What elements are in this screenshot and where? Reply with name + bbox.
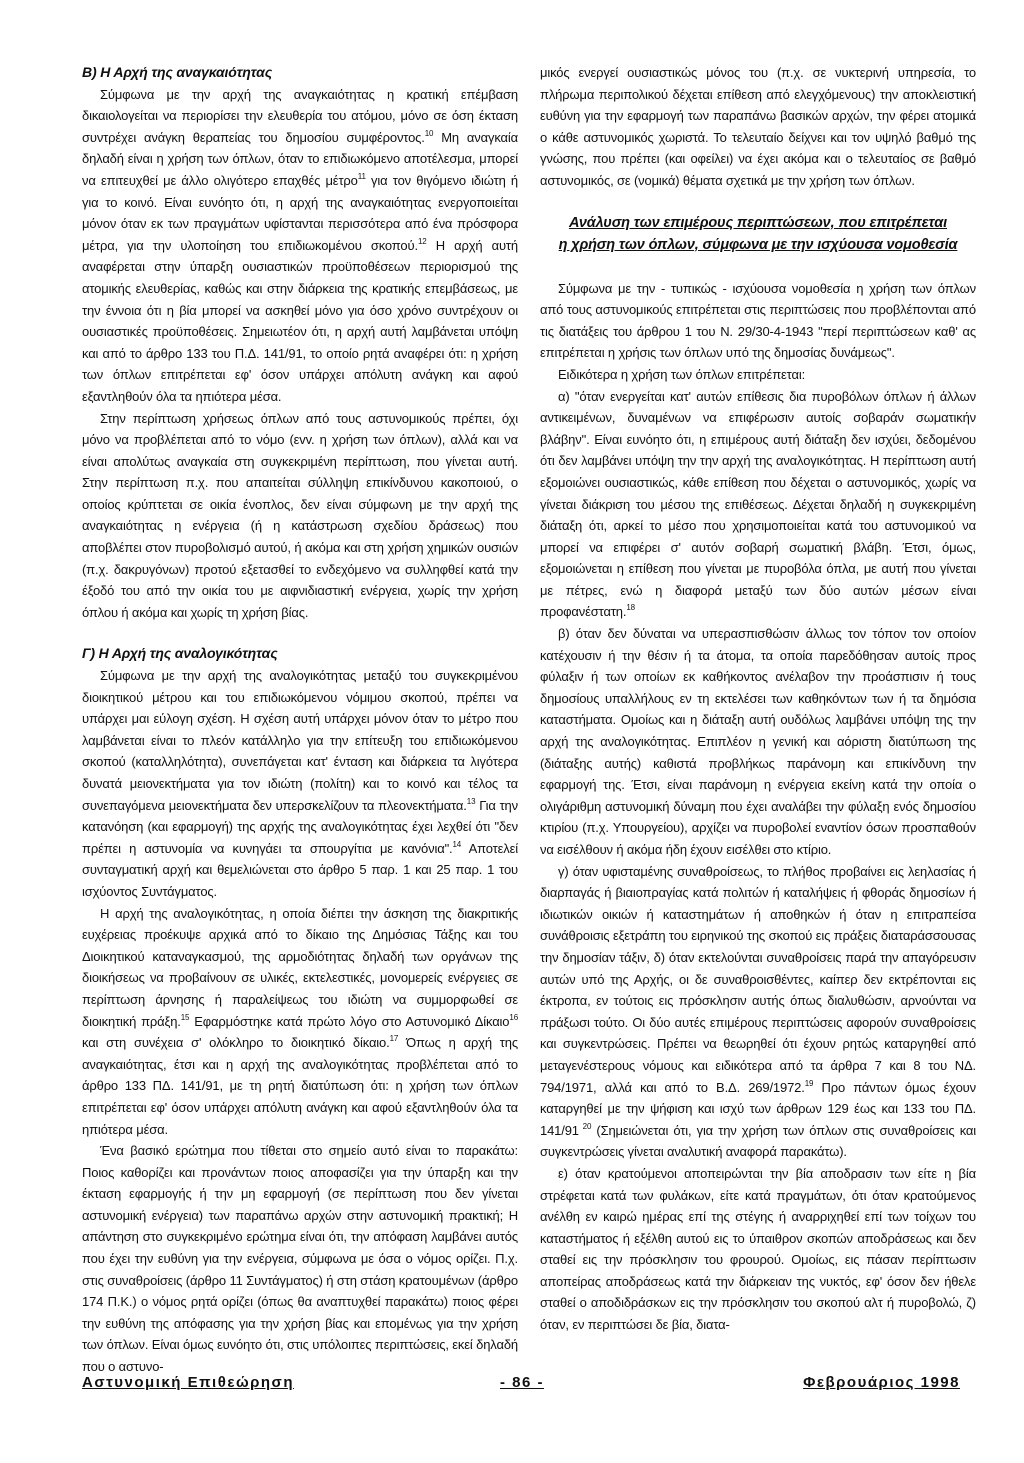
text-run: Η αρχή της αναλογικότητας, η οποία διέπει την άσκηση της διακριτικής ευχέρειας προέκυψε αρχικά από το δίκαιο της Δημόσιας Τάξης και του Διοικητικού καταναγκασμού, της αρμοδιότητας δηλαδή των οργάνων της διοικήσεως να προβαίνουν σε υλικές, εκτελεστικές, μονομερείς ενέργειες σε περίπτωση άρνησης ή παραλείψεως του ιδιώτη να συμμορφωθεί σε διοικητική πράξη. <box>82 905 518 1029</box>
paragraph: ε) όταν κρατούμενοι αποπειρώνται την βία αποδρασιν των είτε η βία στρέφεται κατά των φυλάκων, είτε κατά πραγμάτων, ότι όταν κρατούμενος ανέλθη εν καιρώ ημέρας επί της στέγης ή αναρριχηθεί επί των τοίχων του καταστήματος ή εξέλθη αυτού εις το ύπαιθρον σκοπών αποδράσεως και δεν σταθεί εις την πρόσκλησιν του φρουρού. Ομοίως, εις πάσαν περίπτωσιν αποπείρας αποδράσεως κατά την διάρκειαν της νυκτός, εφ' όσον δεν ήθελε σταθεί ο αποδιδράσκων εις την πρόσκλησιν του σκοπού αλτ ή πυροβολώ, ζ) όταν, εν περιπτώσει δε βία, διατα- <box>540 1165 976 1333</box>
footnote-ref: 13 <box>466 796 476 806</box>
footnote-ref: 15 <box>180 1012 190 1022</box>
text-run: Όπως η αρχή της αναγκαιότητας, έτσι και η αρχή της αναλογικότητας προβλέπεται από το άρθρο 133 ΠΔ. 141/91, με τη ρητή διατύπωση ότι: η χρήση των όπλων επιτρέπεται εφ' όσον υπάρχει απόλυτη ανάγκη και αφού εξαντληθούν όλα τα ηπιότερα μέσα. <box>82 1035 518 1137</box>
footnote-ref: 19 <box>804 1078 814 1088</box>
footer-date: Φεβρουάριος 1998 <box>803 1374 960 1391</box>
footnote-ref: 20 <box>578 1121 592 1131</box>
text-run: και στη συνέχεια σ' ολόκληρο το διοικητικό δίκαιο. <box>82 1035 390 1051</box>
paragraph <box>540 386 976 624</box>
section-heading-necessity: Β) Η Αρχή της αναγκαιότητας <box>82 64 273 80</box>
footer-publication: Αστυνομική Επιθεώρηση <box>82 1374 294 1391</box>
footnote-ref: 18 <box>626 603 635 613</box>
text-run: γ) όταν υφισταμένης συναθροίσεως, το πλήθος προβαίνει εις λεηλασίας ή διαρπαγάς ή βιαιοπραγίας κατά πολιτών ή καταλήψεις ή φθοράς δημοσίων ή ιδιωτικών οικιών ή καταστημάτων ή αποθηκών ή όταν η επιτραπείσα συνάθροισις εξετράπη του ειρηνικού της σκοπού εις πράξεις διαταράσσουσας την δημοσίαν τάξιν, δ) όταν εκτελούνται συναθροίσεις παρά την απαγόρευσιν αυτών υπό της Αρχής, οι δε συναθροισθέντες, καίπερ δεν εκτρέπονται εις έκτροπα, εν τούτοις εις πρόσκλησιν αυτής όπως διαλυθώσιν, αρνούνται να πράξωσι τούτο. Οι δύο αυτές επιμέρους περιπτώσεις αφορούν συναθροίσεις και συγκεντρώσεις. Πρέπει να θεωρηθεί ότι έχουν ρητώς καταργηθεί από μεταγενέστερους νόμους και ειδικότερα από τα άρθρα 7 και 8 του ΝΔ. 794/1971, αλλά και από το Β.Δ. 269/1972. <box>540 863 976 1095</box>
right-column <box>540 62 976 1336</box>
text-run: για τον θιγόμενο ιδιώτη ή για το κοινό. Είναι ευνόητο ότι, η αρχή της αναγκαιότητας ενεργοποιείται μόνον όταν εκ των πραγμάτων υφίστανται περισσότερα από ένα πρόσφορα μέτρα, για την υλοποίηση του επιδιωκομένου σκοπού. <box>82 172 518 253</box>
paragraph: Σύμφωνα με την - τυπικώς - ισχύουσα νομοθεσία η χρήση των όπλων από τους αστυνομικούς επιτρέπεται στις περιπτώσεις που προβλέπονται από τις διατάξεις του άρθρου 1 του Ν. 29/30-4-1943 "περί περιπτώσεων καθ' ας επιτρέπεται η χρήσις των όπλων υπό της δημοσίας δυνάμεως". <box>540 280 976 361</box>
page-footer <box>82 1374 960 1396</box>
text-run: Προ πάντων όμως έχουν καταργηθεί με την ψήφιση και ισχύ των άρθρων 129 έως και 133 του ΠΔ. 141/91 <box>540 1079 976 1138</box>
paragraph <box>82 84 518 408</box>
text-run: α) "όταν ενεργείται κατ' αυτών επίθεσις δια πυροβόλων όπλων ή άλλων αντικειμένων, δυναμένων να επιφέρωσιν αυτοίς σοβαράν σωματικήν βλάβην". Είναι ευνόητο ότι, η επιμέρους αυτή διάταξη δεν ισχύει, δεδομένου ότι δεν λαμβάνει υπόψη την την αρχή της αναλογικότητας. Η περίπτωση αυτή εξομοιώνει ουσιαστικώς, κάθε επίθεση που δέχεται ο αστυνομικός, χωρίς να γίνεται διάκριση του μέσου της επιθέσεως. Δέχεται δηλαδή η συγκεκριμένη διάταξη ότι, αρκεί το μέσο που χρησιμοποιείται κατά του αστυνομικού να μπορεί να επιφέρει σ' αυτόν σοβαρή σωματική βλάβη. Έτσι, όμως, εξομοιώνεται η επίθεση που γίνεται με πυροβόλα όπλα, με αυτή που γίνεται με πέτρες, ενώ η διαφορά μεταξύ των δύο αυτών μέσων είναι προφανέστατη. <box>540 388 976 620</box>
text-run: Για την κατανόηση (και εφαρμογή) της αρχής της αναλογικότητας έχει λεχθεί ότι "δεν πρέπει η αστυνομία να κυνηγάει τα σπουργίτια με κανόνια". <box>82 797 518 856</box>
paragraph <box>82 665 518 903</box>
text-run: Σύμφωνα με την αρχή της αναλογικότητας μεταξύ του συγκεκριμένου διοικητικού μέτρου και του επιδιωκόμενου νόμιμου σκοπού, πρέπει να υπάρχει μαι εύλογη σχέση. Η σχέση αυτή υπάρχει μόνον όταν το μέτρο που λαμβάνεται είναι το πλεόν κατάλληλο για την επίτευξη του επιδιωκόμενου σκοπού (καταλληλότητα), συνεπάγεται κατ' ένταση και διάρκεια τα λιγότερα δυνατά μειονεκτήματα για τον ιδιώτη (πολίτη) και το κοινό και τέλος τα συνεπαγόμενα μειονεκτήματα δεν υπερσκελίζουν τα πλεονεκτήματα. <box>82 668 518 813</box>
paragraph: Ένα βασικό ερώτημα που τίθεται στο σημείο αυτό είναι το παρακάτω: Ποιος καθορίζει και προνάντων ποιος αποφασίζει για την ύπαρξη και την έκταση εφαρμογής ή την μη εφαρμογή (σε περίπτωση που δεν γίνεται αστυνομική ενέργεια) των παραπάνω αρχών στην αστυνομική πρακτική; Η απάντηση στο συγκεκριμένο ερώτημα είναι ότι, την απόφαση λαμβάνει αυτός που έχει την ευθύνη για την ενέργεια, σύμφωνα με όσα ο νόμος ορίζει. Π.χ. στις συναθροίσεις (άρθρο 11 Συντάγματος) ή στη στάση κρατουμένων (άρθρο 174 Π.Κ.) ο νόμος ρητά ορίζει (όπως θα αναπτυχθεί παρακάτω) ποιος φέρει την ευθύνη της απόφασης για την χρήση βίας και επομένως για την χρήση των όπλων. Είναι όμως ευνόητο ότι, στις υπόλοιπες περιπτώσεις, εκεί δηλαδή που ο αστυνο- <box>82 1143 518 1375</box>
paragraph: μικός ενεργεί ουσιαστικώς μόνος του (π.χ. σε νυκτερινή υπηρεσία, το πλήρωμα περιπολικού δέχεται επίθεση από ελεγχόμενους) την αποκλειστική ευθύνη για την εφαρμογή των παραπάνω βασικών αρχών, την φέρει ατομικά ο κάθε αστυνομικός χωριστά. Το τελευταίο δείχνει και τον υψηλό βαθμό της γνώσης, που πρέπει (και οφείλει) να έχει ακόμα και ο τελευταίος σε βαθμό αστυνομικός, σε (νομικά) θέματα σχετικά με την χρήση των όπλων. <box>540 65 976 188</box>
paragraph <box>540 861 976 1163</box>
paragraph: Στην περίπτωση χρήσεως όπλων από τους αστυνομικούς πρέπει, όχι μόνο να προβλέπεται από το νόμο (εvv. η χρήση των όπλων), αλλά και να είναι απολύτως αναγκαία στη συγκεκριμένη περίπτωση, που γίνεται αυτή. Στην περίπτωση π.χ. που απαιτείται σύλληψη επικίνδυνου κακοποιού, ο οποίος κρύπτεται σε οικία ένοπλος, δεν είναι σύμφωνη με την αρχή της αναγκαιότητας η ενέργεια (ή η κατάστρωση σχεδίου δράσεως) που αποβλέπει στον πυροβολισμό αυτού, ή ακόμα και στη χρήση χημικών ουσιών (π.χ. δακρυγόνων) προτού εξετασθεί το ενδεχόμενο να συλληφθεί κατά την έξοδό του από την οικία του με αιφνιδιαστική ενέργεια, χωρίς την χρήση όπλου ή ακόμα και χωρίς τη χρήση βίας. <box>82 410 518 620</box>
left-column <box>82 62 518 1378</box>
text-run: (Σημειώνεται ότι, για την χρήση των όπλων στις συναθροίσεις και συγκεντρώσεις γίνεται αναλυτική αναφορά παρακάτω). <box>540 1122 976 1160</box>
section-heading-line: Ανάλυση των επιμέρους περιπτώσεων, που επιτρέπεται <box>568 214 948 231</box>
footer-page-number: - 86 - <box>500 1374 545 1391</box>
section-heading-line: η χρήση των όπλων, σύμφωνα με την ισχύουσα νομοθεσία <box>558 236 958 253</box>
paragraph: β) όταν δεν δύναται να υπερασπισθώσιν άλλως τον τόπον τον οποίον κατέχουσιν ή την θέσιν ή τα άτομα, τα οποία παρεδόθησαν αυτοίς προς φύλαξιν ή των οποίων εκ καθήκοντος ανέλαβον την προάσπισιν ή τους δημοσίους υπαλλήλους εν τη εκτελέσει των καθηκόντων των ή τα δημόσια καταστήματα. Ομοίως και η διάταξη αυτή ουδόλως λαμβάνει υπόψη της την αρχή της αναλογικότητας. Επιπλέον η γενική και αόριστη διατύπωση της (διάταξης αυτής) καθιστά προβλήκως παράνομη και επικίνδυνη την εφαρμογή της. Έτσι, είναι παράνομη η ενέργεια εκείνη κατά την οποία ο ολιγάριθμη αστυνομική δύναμη που έχει αναλάβει την φύλαξη ενός δημοσίου κτιρίου (π.χ. Υπουργείου), αρχίζει να πυροβολεί εναντίον όσων προσπαθούν να εισέλθουν ή ακόμα ήδη έχουν εισέλθει στο κτίριο. <box>540 626 976 857</box>
text-run: Αποτελεί συνταγματική αρχή και θεμελιώνεται στο άρθρο 5 παρ. 1 και 25 παρ. 1 του ισχύοντος Συντάγματος. <box>82 840 518 899</box>
footnote-ref: 12 <box>417 236 427 246</box>
paragraph: Ειδικότερα η χρήση των όπλων επιτρέπεται: <box>558 366 806 382</box>
footnote-ref: 10 <box>424 128 434 138</box>
footnote-ref: 17 <box>389 1034 399 1044</box>
footnote-ref: 14 <box>452 839 462 849</box>
section-heading-proportionality: Γ) Η Αρχή της αναλογικότητας <box>82 645 278 662</box>
footnote-ref: 16 <box>509 1012 518 1022</box>
text-run: Εφαρμόστηκε κατά πρώτο λόγο στο Αστυνομικό Δίκαιο <box>189 1013 510 1029</box>
text-run: Σύμφωνα με την αρχή της αναγκαιότητας η κρατική επέμβαση δικαιολογείται να περιορίσει την ελευθερία του ατόμου, μόνο σε όση έκταση συντρέχει ανάγκη θεραπείας του δημοσίου συμφέροντος. <box>82 86 518 145</box>
text-run: Μη αναγκαία δηλαδή είναι η χρήση των όπλων, όταν το επιδιωκόμενο αποτέλεσμα, μπορεί να επιτευχθεί με άλλο ολιγότερο επαχθές μέτρο <box>82 129 518 188</box>
footnote-ref: 11 <box>357 171 366 181</box>
text-run: Η αρχή αυτή αναφέρεται στην ύπαρξη ουσιαστικών προϋποθέσεων περιορισμού της ατομικής ελευθερίας, καθώς και στην διάρκεια της κρατικής επεμβάσεως, με την έννοια ότι η βία μπορεί να ασκηθεί μόνο για όσο χρόνο συντρέχουν οι ουσιαστικές προϋποθέσεις. Σημειωτέον ότι, η αρχή αυτή λαμβάνεται υπόψη και από το άρθρο 133 του Π.Δ. 141/91, το οποίο ρητά αναφέρει ότι: η χρήση των όπλων επιτρέπεται εφ' όσον υπάρχει απόλυτη ανάγκη και αφού εξαντληθούν όλα τα ηπιότερα μέσα. <box>82 237 518 404</box>
section-heading-cases <box>540 212 976 256</box>
paragraph <box>82 903 518 1141</box>
